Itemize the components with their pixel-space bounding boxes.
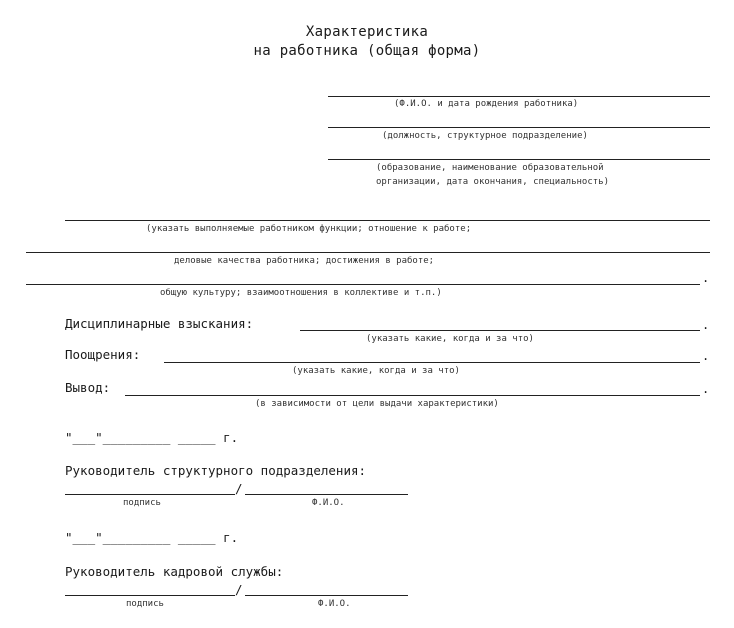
rewards-dash: . [702,349,710,363]
penalties-dash: . [702,318,710,332]
position-line[interactable] [328,127,710,128]
head-hr-fio-caption: Ф.И.О. [318,599,351,609]
head-unit-slash: / [235,481,243,496]
document-title: Характеристика [305,24,429,40]
culture-caption: общую культуру; взаимоотношения в коллективе и т.п.) [160,288,442,298]
functions-caption: (указать выполняемые работником функции; отношение к работе; [146,224,472,234]
rewards-caption: (указать какие, когда и за что) [292,366,460,376]
head-hr-fio-line[interactable] [245,595,408,596]
head-unit-label: Руководитель структурного подразделения: [65,463,367,478]
rewards-label: Поощрения: [65,347,141,362]
conclusion-label: Вывод: [65,380,111,395]
culture-line[interactable] [26,284,700,285]
penalties-caption: (указать какие, когда и за что) [366,334,534,344]
head-unit-signature-line[interactable] [65,494,235,495]
head-hr-slash: / [235,582,243,597]
date-field-1[interactable]: "___"_________ _____ г. [65,430,239,445]
position-caption: (должность, структурное подразделение) [382,131,588,141]
conclusion-dash: . [702,382,710,396]
head-hr-signature-caption: подпись [126,599,164,609]
document-subtitle: на работника (общая форма) [253,43,481,59]
penalties-label: Дисциплинарные взыскания: [65,316,254,331]
qualities-caption: деловые качества работника; достижения в работе; [174,256,435,266]
head-unit-signature-caption: подпись [123,498,161,508]
head-unit-fio-line[interactable] [245,494,408,495]
penalties-line[interactable] [300,330,700,331]
functions-line[interactable] [65,220,710,221]
fio-line[interactable] [328,96,710,97]
head-unit-fio-caption: Ф.И.О. [312,498,345,508]
date-field-2[interactable]: "___"_________ _____ г. [65,530,239,545]
education-line[interactable] [328,159,710,160]
fio-caption: (Ф.И.О. и дата рождения работника) [394,99,579,109]
head-hr-label: Руководитель кадровой службы: [65,564,284,579]
rewards-line[interactable] [164,362,700,363]
conclusion-caption: (в зависимости от цели выдачи характеристики) [255,399,499,409]
head-hr-signature-line[interactable] [65,595,235,596]
culture-dash: . [702,271,710,285]
education-caption-1: (образование, наименование образовательной [376,163,604,173]
qualities-line[interactable] [26,252,710,253]
education-caption-2: организации, дата окончания, специальность) [376,177,609,187]
conclusion-line[interactable] [125,395,700,396]
